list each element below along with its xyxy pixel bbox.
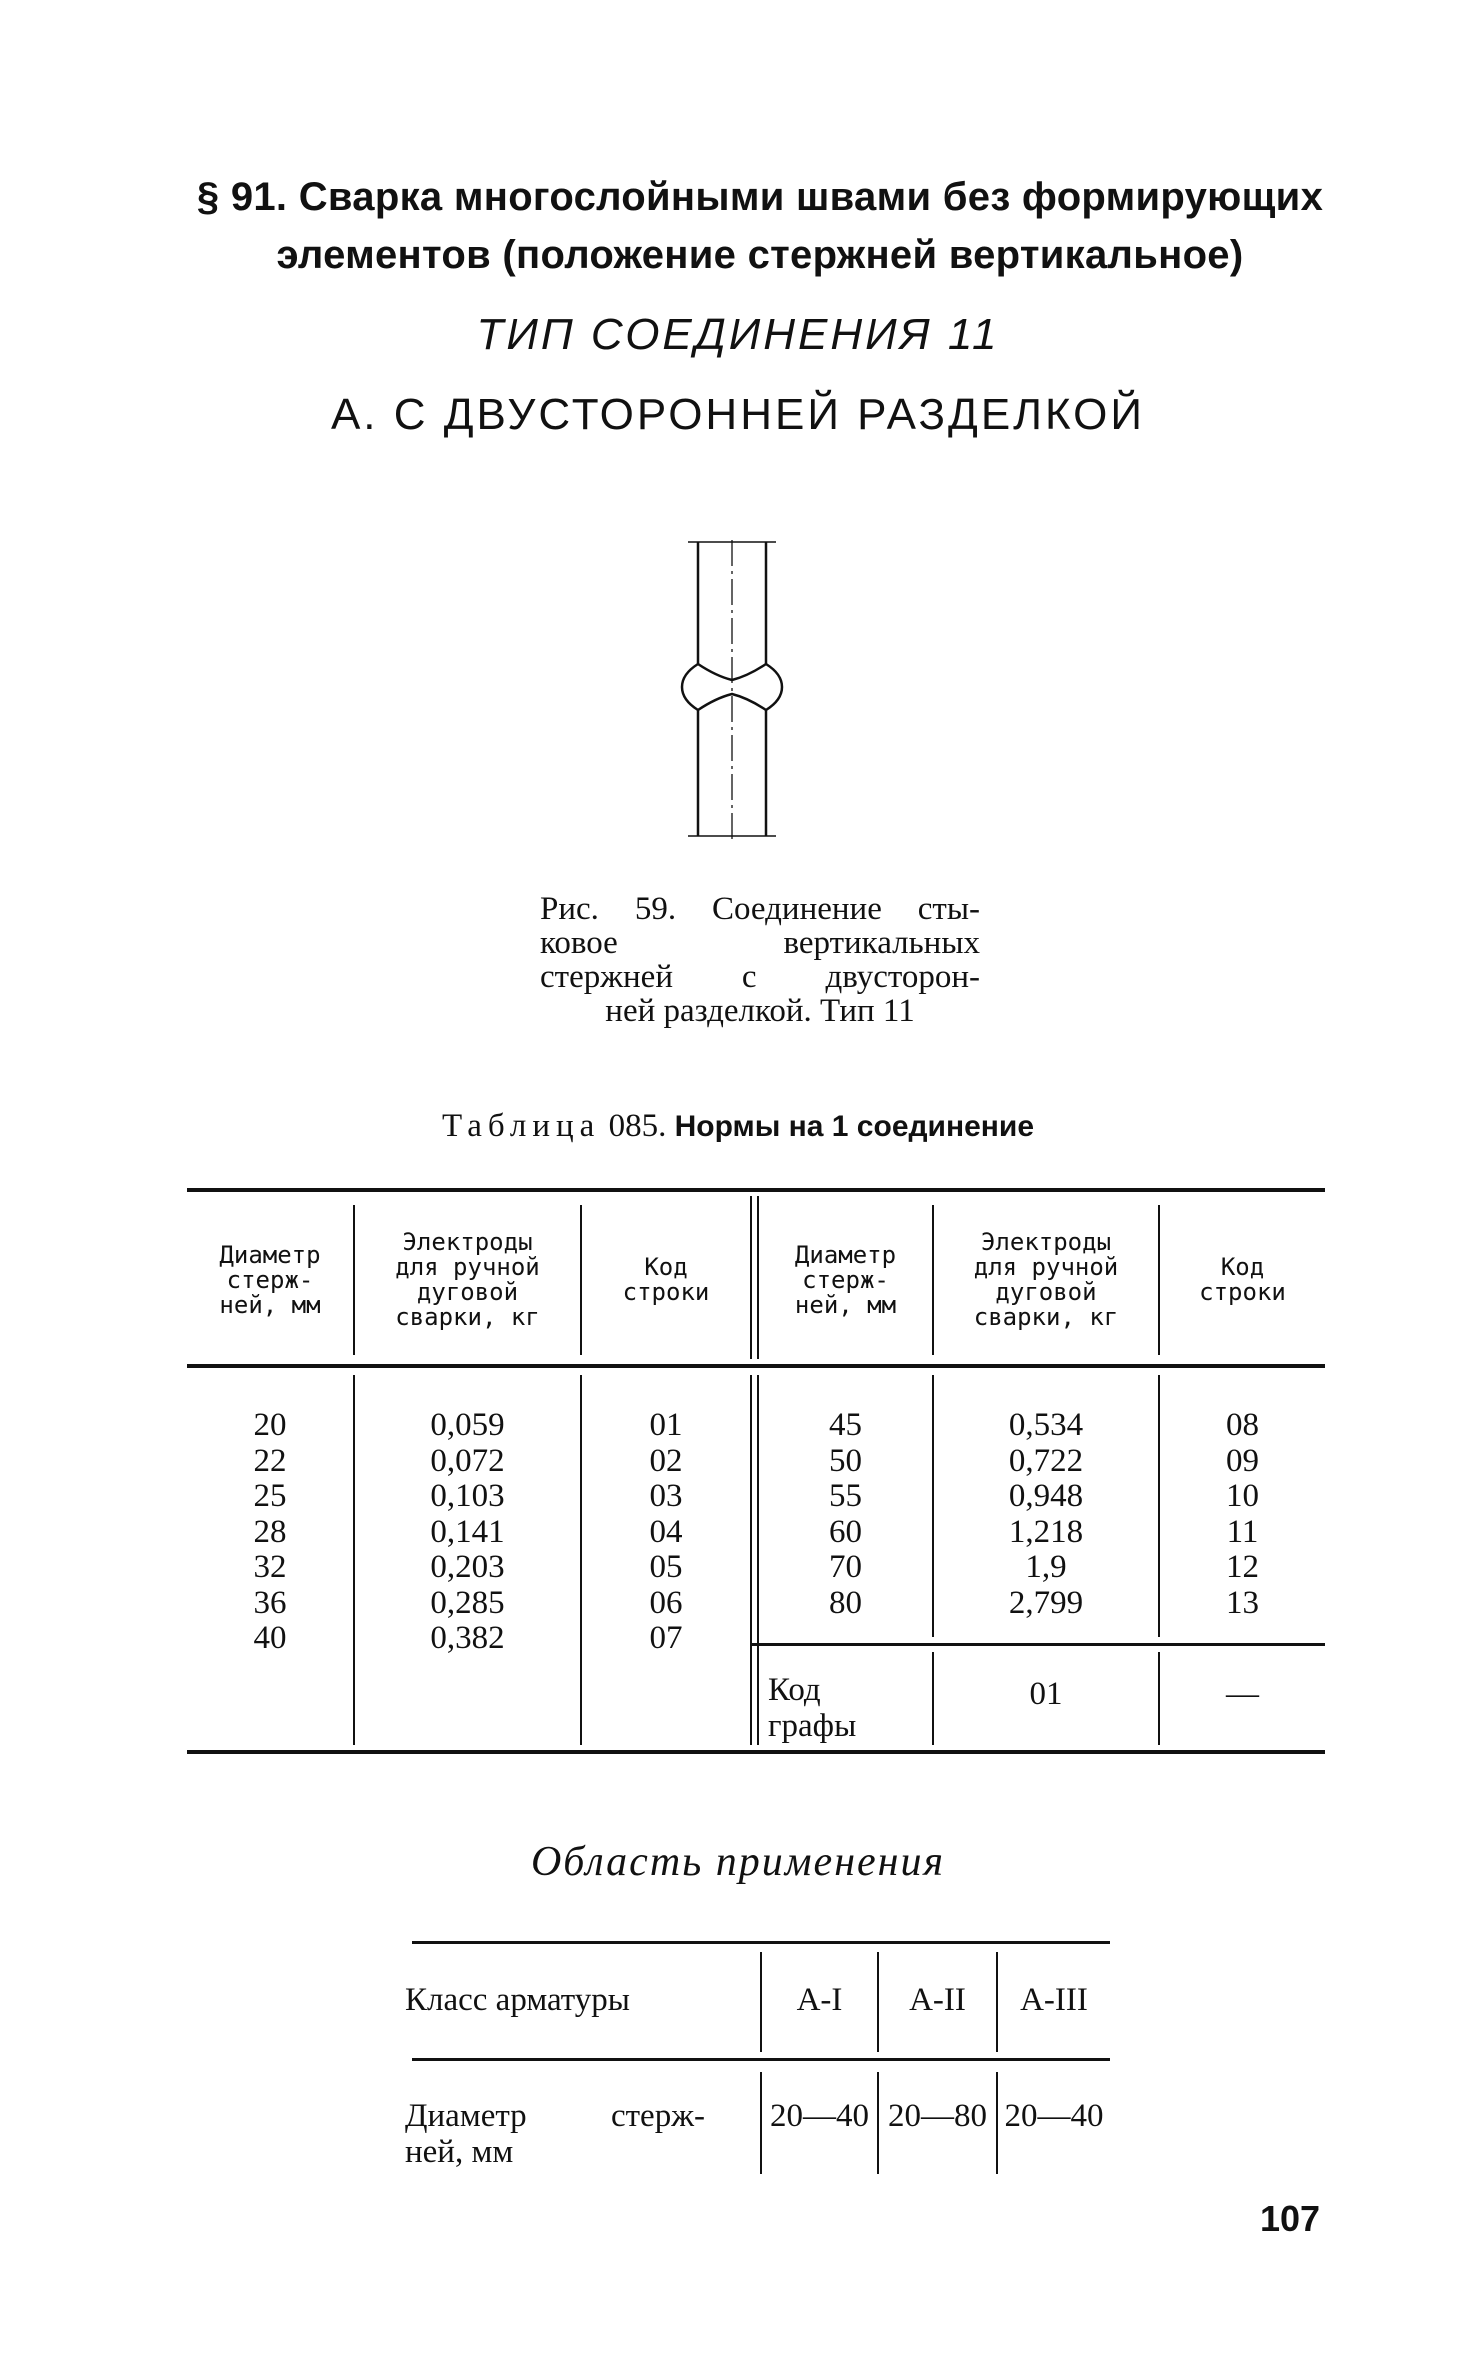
right-diameter-column [759,1408,932,1621]
table-cell: 28 [253,1513,287,1550]
app-mid-rule [412,2058,1110,2061]
header-line: строки [622,1278,710,1306]
header-line: сварки, кг [973,1303,1119,1331]
column-code-label-line: Код [768,1672,821,1708]
table-cell: 60 [829,1513,862,1550]
rebar-class-cell: А-III [1020,1982,1088,2018]
table-cell: 70 [829,1549,862,1585]
column-code-label [768,1672,856,1744]
table-cell: 40 [253,1620,287,1656]
table-cell: 11 [1226,1513,1259,1550]
header-line: ней, мм [794,1290,897,1319]
table-footer-rule [752,1643,1325,1646]
page-number: 107 [1260,2198,1321,2239]
table-cell: 04 [649,1513,683,1550]
table-cell: 12 [1226,1549,1259,1585]
header-line: дуговой [995,1278,1097,1306]
table-title-number: 085. [608,1108,667,1144]
table-title-text: Нормы на 1 соединение [674,1110,1035,1143]
table-cell: 13 [1226,1584,1259,1621]
rebar-class-label: Класс арматуры [405,1982,630,2018]
diameter-label-line: Диаметр стерж- [405,2098,705,2134]
table-cell: 0,059 [430,1407,505,1443]
table-cell: 06 [649,1584,683,1621]
table-cell: 0,382 [430,1620,505,1656]
table-cell: 25 [253,1478,287,1514]
table-cell: 0,285 [430,1584,505,1621]
application-title: Область применения [530,1839,946,1885]
table-cell: 20 [253,1407,287,1443]
table-cell: 80 [829,1584,862,1621]
table-cell: 50 [829,1442,862,1479]
diameter-range-cell: 20—40 [770,2098,869,2134]
header-line: сварки, кг [395,1303,540,1331]
table-header-rule [187,1364,1325,1368]
table-cell: 0,722 [1008,1442,1084,1479]
diameter-range-cell: 20—40 [1004,2098,1104,2134]
table-title-word: Таблица [441,1108,601,1144]
table-cell: 05 [649,1549,683,1585]
column-code-electrodes: 01 [1029,1676,1063,1712]
header-line: для ручной [973,1253,1119,1281]
header-line: строки [1199,1278,1286,1306]
caption-line: ковое вертикальных [540,925,980,961]
header-line: Диаметр [219,1240,321,1269]
table-cell: 09 [1226,1442,1259,1479]
table-cell: 1,218 [1008,1513,1084,1550]
left-electrodes-column [355,1408,580,1657]
table-cell: 0,072 [430,1442,505,1479]
weld-joint-figure [672,540,792,840]
rebar-class-cell: А-I [796,1982,843,2018]
section-heading: § 91. Сварка многослойными швами без формирующих элементов (положение стержней вертикальное) [196,175,1324,277]
left-code-column [582,1408,750,1657]
right-code-column [1160,1408,1325,1621]
table-cell: 0,534 [1008,1407,1084,1443]
col-divider-double [750,1375,752,1745]
header-line: Электроды [980,1228,1112,1256]
table-cell: 1,9 [1025,1549,1067,1585]
table-cell: 02 [649,1442,683,1479]
table-cell: 08 [1226,1407,1259,1443]
table-cell: 36 [253,1584,287,1621]
column-code-label-line: графы [768,1708,857,1744]
header-electrodes-right [934,1200,1158,1360]
table-cell: 07 [649,1620,683,1656]
header-line: Электроды [402,1228,533,1256]
table-cell: 0,141 [430,1513,505,1550]
header-diameter-right [759,1200,932,1360]
rebar-class-cell: А-II [909,1982,966,2018]
header-line: для ручной [395,1253,540,1281]
diameter-label-line: ней, мм [405,2134,514,2170]
table-cell: 22 [253,1442,287,1479]
table-cell: 2,799 [1008,1584,1084,1621]
table-cell: 45 [829,1407,862,1443]
joint-subtype-title: А. С ДВУСТОРОННЕЙ РАЗДЕЛКОЙ [330,390,1146,439]
table-cell: 55 [829,1478,862,1514]
header-line: дуговой [416,1278,519,1306]
caption-line: стержней с двусторон- [540,959,980,995]
app-top-rule [412,1941,1110,1944]
table-bottom-rule [187,1750,1325,1754]
table-cell: 0,103 [430,1478,505,1514]
joint-type-title: ТИП СОЕДИНЕНИЯ 11 [476,310,1000,359]
figure-caption [540,892,980,1028]
table-cell: 32 [253,1549,287,1585]
diameter-label [405,2098,705,2170]
caption-line: Рис. 59. Соединение сты- [540,891,980,927]
header-diameter [187,1200,353,1360]
column-code-dash: — [1226,1676,1259,1712]
col-divider-double [750,1196,752,1359]
table-cell: 10 [1226,1478,1259,1514]
right-electrodes-column [934,1408,1158,1621]
table-cell: 01 [649,1407,683,1443]
table-cell: 0,203 [430,1549,505,1585]
header-line: Код [644,1253,688,1281]
header-line: стерж- [802,1265,889,1294]
left-diameter-column [187,1408,353,1657]
header-line: стерж- [226,1265,314,1294]
table-cell: 03 [649,1478,683,1514]
header-line: Код [1220,1253,1265,1281]
header-line: Диаметр [794,1240,897,1269]
header-line: ней, мм [219,1290,321,1319]
caption-line: ней разделкой. Тип 11 [605,993,915,1029]
header-electrodes [355,1200,580,1360]
header-code-right [1160,1200,1325,1360]
table-top-rule [187,1188,1325,1192]
header-code [582,1200,750,1360]
diameter-range-cell: 20—80 [888,2098,987,2134]
table-title [0,1108,1476,1145]
table-cell: 0,948 [1008,1478,1084,1514]
